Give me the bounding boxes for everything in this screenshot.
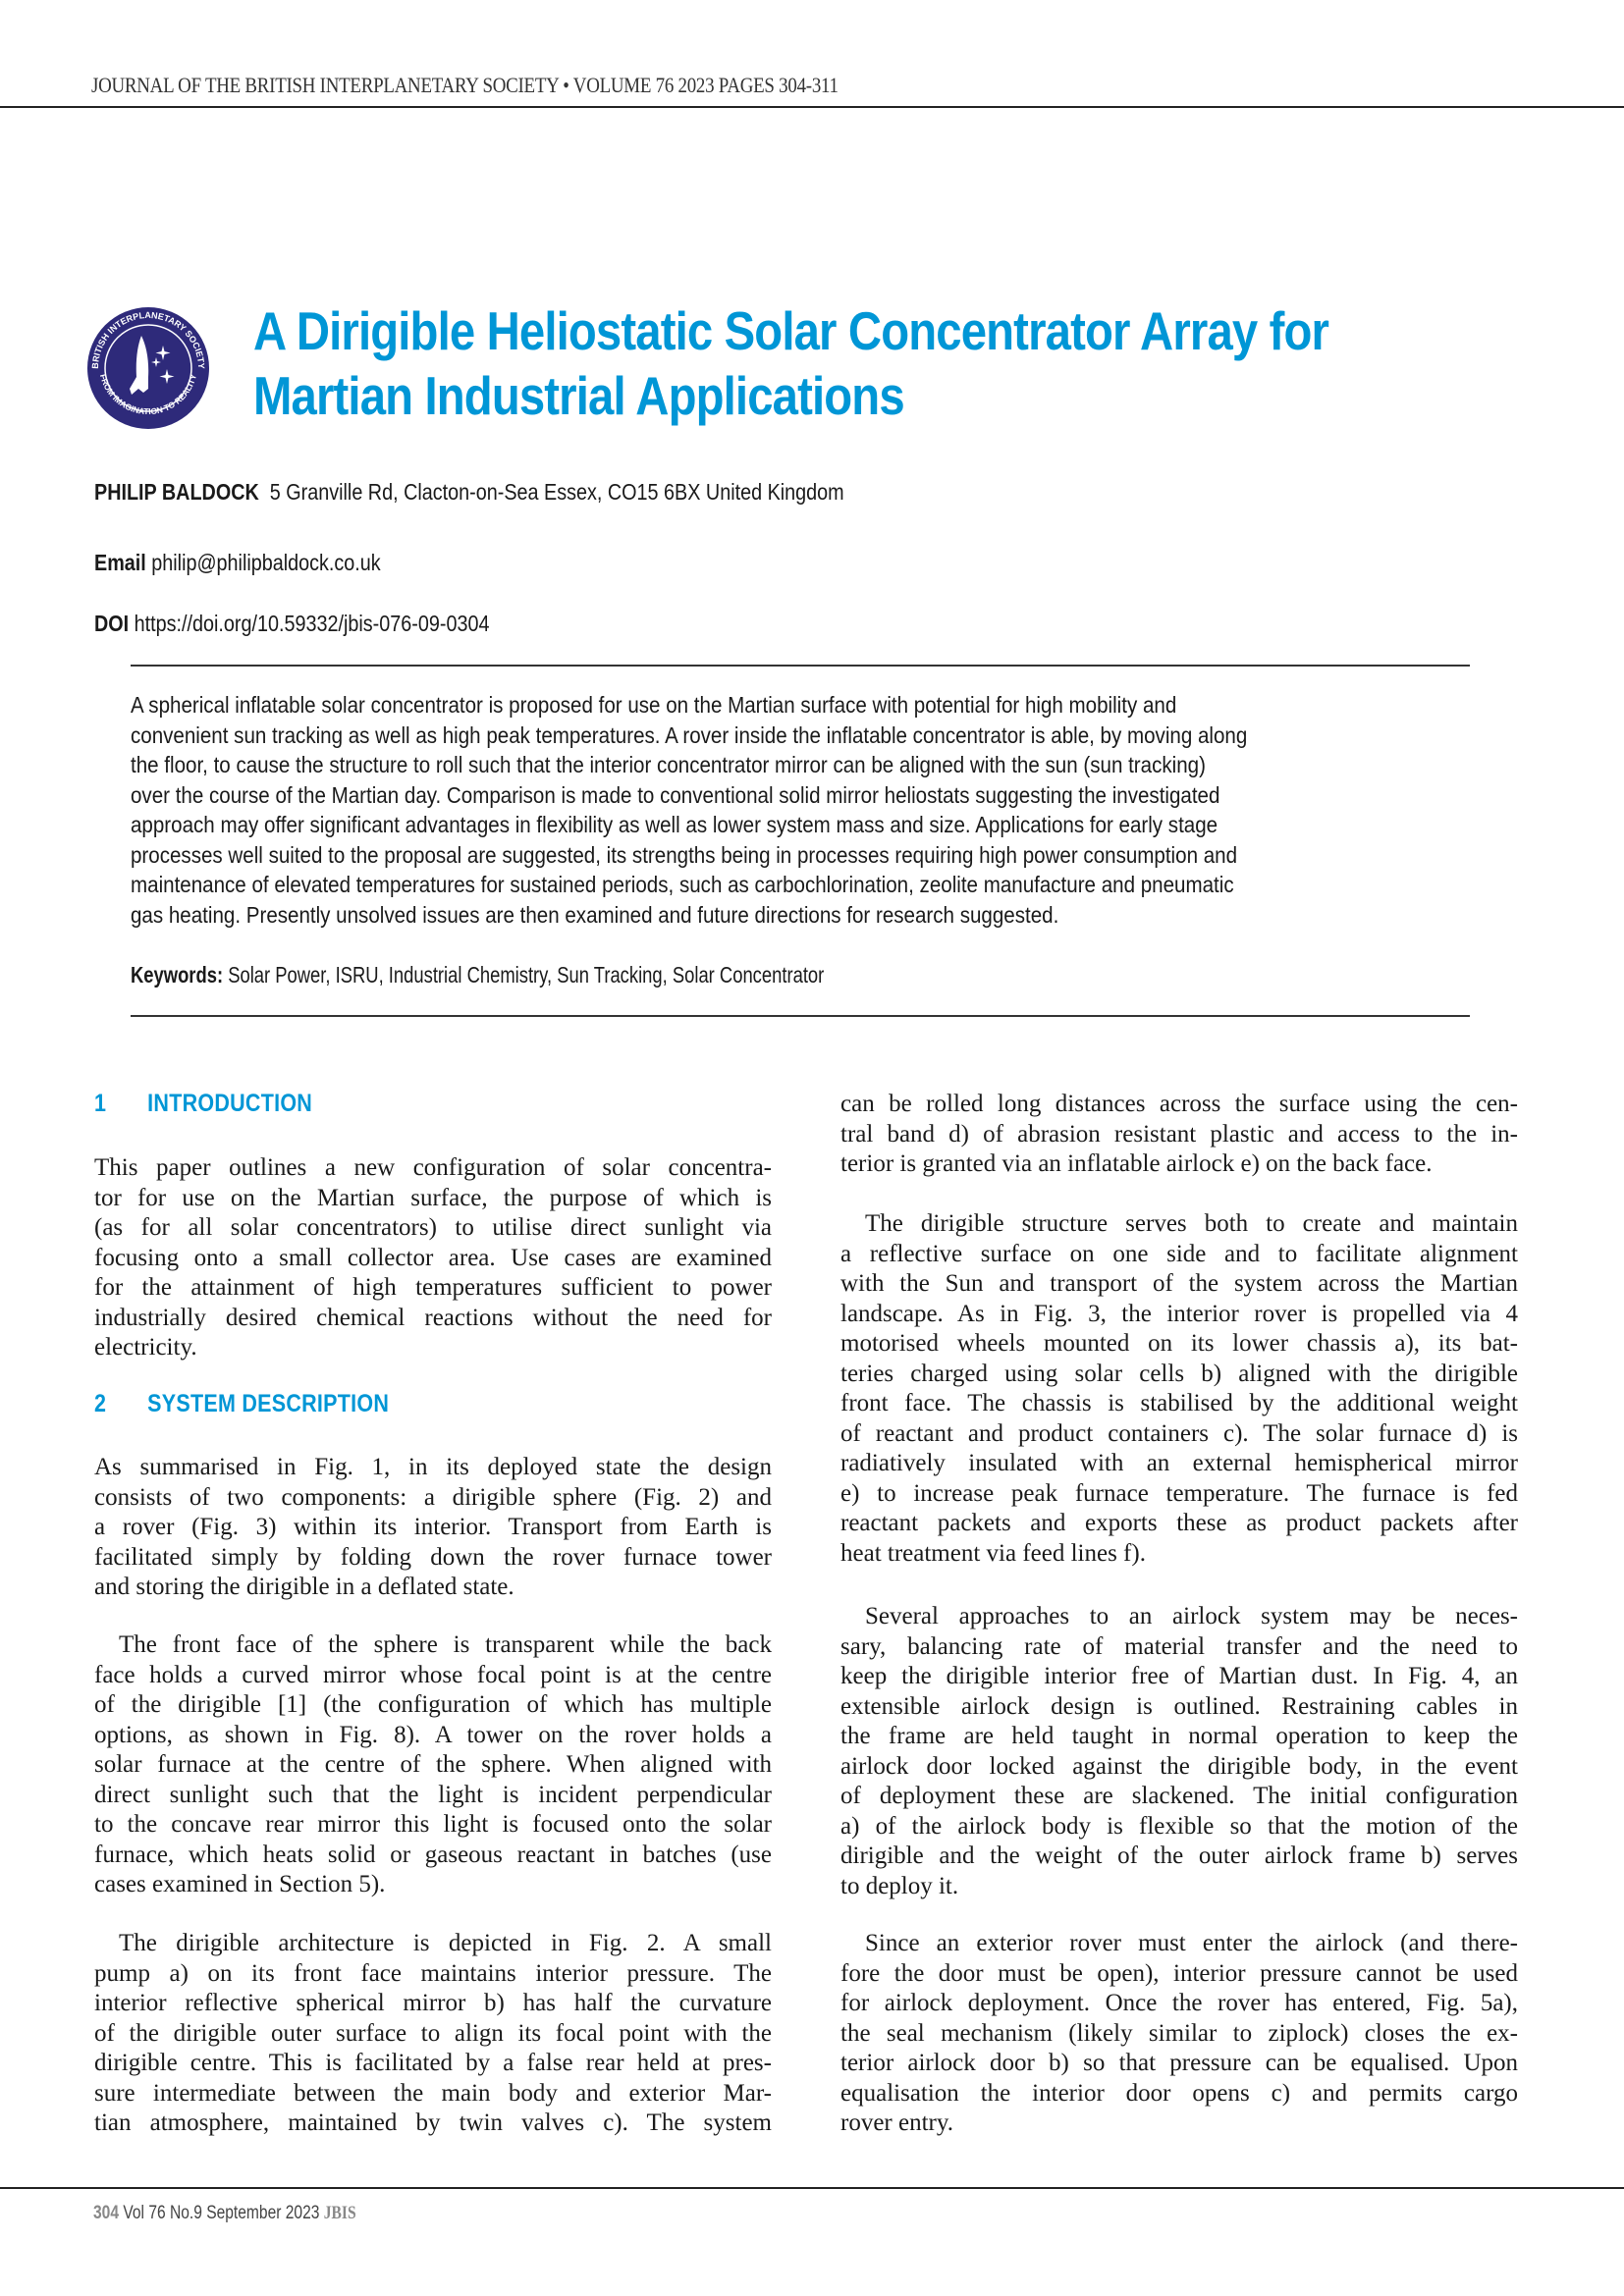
abstract xyxy=(131,690,1471,930)
email-line xyxy=(94,550,381,576)
text-line: interior reflective spherical mirror b) has half the curvature xyxy=(94,1990,772,2016)
text-line: fore the door must be open), interior pressure cannot be used xyxy=(840,1959,1518,1987)
abstract-line: processes well suited to the proposal are suggested, its strengths being in processes requiring high power consumption and xyxy=(131,841,1238,868)
text-line: The front face of the sphere is transparent while the back xyxy=(94,1631,772,1658)
abstract-rule-top xyxy=(131,665,1470,667)
text-line: terior is granted via an inflatable airlock e) on the back face. xyxy=(840,1150,1433,1177)
text-line: The dirigible structure serves both to create and maintain xyxy=(840,1210,1518,1237)
intro-paragraph-1 xyxy=(94,1153,772,1363)
author-name: PHILIP BALDOCK xyxy=(94,479,259,505)
footer-rule xyxy=(0,2187,1624,2189)
header-rule xyxy=(0,106,1624,108)
abstract-line: gas heating. Presently unsolved issues are then examined and future directions for research suggested. xyxy=(131,901,1059,928)
text-line: radiatively insulated with an external hemispherical mirror xyxy=(840,1450,1518,1476)
text-line: for the attainment of high temperatures sufficient to power xyxy=(94,1274,772,1301)
journal-abbrev: JBIS xyxy=(323,2203,356,2223)
text-line: a rover (Fig. 3) within its interior. Transport from Earth is xyxy=(94,1514,772,1540)
text-line: As summarised in Fig. 1, in its deployed state the design xyxy=(94,1454,772,1480)
title-line-1: A Dirigible Heliostatic Solar Concentrator Array for xyxy=(253,300,1329,361)
text-line: pump a) on its front face maintains interior pressure. The xyxy=(94,1959,772,1987)
text-line: tor for use on the Martian surface, the purpose of which is xyxy=(94,1184,772,1211)
abstract-line: maintenance of elevated temperatures for sustained periods, such as carbochlorination, zeolite manufacture and pneumatic xyxy=(131,872,1234,897)
bis-logo-icon xyxy=(86,306,210,430)
text-line: facilitated simply by folding down the rover furnace tower xyxy=(94,1543,772,1571)
text-line: (as for all solar concentrators) to utilise direct sunlight via xyxy=(94,1214,772,1241)
doi-line xyxy=(94,611,489,637)
text-line: to deploy it. xyxy=(840,1872,959,1899)
section-number: 2 xyxy=(94,1390,107,1417)
page-number: 304 xyxy=(93,2203,119,2223)
text-line: e) to increase peak furnace temperature. The furnace is fed xyxy=(840,1479,1518,1507)
keywords xyxy=(131,962,824,988)
section-title: INTRODUCTION xyxy=(147,1090,313,1117)
right-paragraph-3 xyxy=(840,1602,1518,1901)
author-line xyxy=(94,479,844,506)
text-line: sure intermediate between the main body and exterior Mar- xyxy=(94,2079,772,2107)
text-line: consists of two components: a dirigible sphere (Fig. 2) and xyxy=(94,1483,772,1511)
text-line: dirigible and the weight of the outer airlock frame b) serves xyxy=(840,1842,1518,1869)
abstract-line: over the course of the Martian day. Comparison is made to conventional solid mirror heliostats suggesting the investigated xyxy=(131,781,1220,808)
system-paragraph-3 xyxy=(94,1929,772,2139)
text-line: reactant packets and exports these as product packets after xyxy=(840,1510,1518,1536)
logo-bottom-text: FROM IMAGINATION TO REALITY xyxy=(97,372,199,417)
text-line: the seal mechanism (likely similar to ziplock) closes the ex- xyxy=(840,2019,1518,2047)
running-head: JOURNAL OF THE BRITISH INTERPLANETARY SOCIETY • VOLUME 76 2023 PAGES 304-311 xyxy=(91,73,839,97)
abstract-line: approach may offer significant advantages in flexibility as well as lower system mass and size. Applications for early stage xyxy=(131,812,1218,837)
text-line: of reactant and product containers c). The solar furnace d) is xyxy=(840,1419,1518,1447)
text-line: the frame are held taught in normal operation to keep the xyxy=(840,1723,1518,1749)
text-line: extensible airlock design is outlined. Restraining cables in xyxy=(840,1692,1518,1720)
text-line: dirigible centre. This is facilitated by a false rear held at pres- xyxy=(94,2050,772,2076)
text-line: terior airlock door b) so that pressure can be equalised. Upon xyxy=(840,2050,1518,2076)
right-paragraph-1 xyxy=(840,1090,1518,1180)
text-line: motorised wheels mounted on its lower chassis a), its bat- xyxy=(840,1330,1518,1357)
abstract-rule-bottom xyxy=(131,1015,1470,1017)
email-label: Email xyxy=(94,550,146,575)
text-line: landscape. As in Fig. 3, the interior rover is propelled via 4 xyxy=(840,1300,1518,1327)
system-paragraph-1 xyxy=(94,1453,772,1603)
text-line: furnace, which heats solid or gaseous reactant in batches (use xyxy=(94,1841,772,1868)
section-number: 1 xyxy=(94,1090,107,1117)
text-line: to the concave rear mirror this light is focused onto the solar xyxy=(94,1811,772,1838)
paper-title xyxy=(253,298,1368,428)
logo-top-text: BRITISH INTERPLANETARY SOCIETY xyxy=(89,309,207,369)
text-line: cases examined in Section 5). xyxy=(94,1871,386,1897)
text-line: and storing the dirigible in a deflated state. xyxy=(94,1574,514,1600)
abstract-line: convenient sun tracking as well as high peak temperatures. A rover inside the inflatable concentrator is able, by moving along xyxy=(131,721,1248,748)
text-line: This paper outlines a new configuration of solar concentra- xyxy=(94,1154,772,1181)
text-line: solar furnace at the centre of the sphere. When aligned with xyxy=(94,1751,772,1778)
text-line: a) of the airlock body is flexible so that the motion of the xyxy=(840,1812,1518,1840)
doi-link[interactable]: https://doi.org/10.59332/jbis-076-09-0304 xyxy=(134,611,490,636)
text-line: airlock door locked against the dirigible body, in the event xyxy=(840,1752,1518,1780)
title-line-2: Martian Industrial Applications xyxy=(253,365,904,426)
right-paragraph-2 xyxy=(840,1209,1518,1569)
text-line: rover entry. xyxy=(840,2109,953,2136)
text-line: direct sunlight such that the light is incident perpendicular xyxy=(94,1781,772,1808)
abstract-line: the floor, to cause the structure to roll such that the interior concentrator mirror can be aligned with the sun (sun tracking) xyxy=(131,752,1206,777)
keywords-value: Solar Power, ISRU, Industrial Chemistry, Sun Tracking, Solar Concentrator xyxy=(228,962,825,988)
text-line: heat treatment via feed lines f). xyxy=(840,1539,1146,1567)
page-footer xyxy=(93,2203,356,2224)
text-line: face holds a curved mirror whose focal point is at the centre xyxy=(94,1661,772,1688)
text-line: for airlock deployment. Once the rover has entered, Fig. 5a), xyxy=(840,1990,1518,2016)
author-address: 5 Granville Rd, Clacton-on-Sea Essex, CO15 6BX United Kingdom xyxy=(269,479,844,505)
text-line: Several approaches to an airlock system may be neces- xyxy=(840,1603,1518,1629)
text-line: electricity. xyxy=(94,1334,197,1361)
text-line: Since an exterior rover must enter the airlock (and there- xyxy=(840,1930,1518,1956)
text-line: options, as shown in Fig. 8). A tower on the rover holds a xyxy=(94,1721,772,1748)
system-paragraph-2 xyxy=(94,1630,772,1900)
right-paragraph-4 xyxy=(840,1929,1518,2139)
email-link[interactable]: philip@philipbaldock.co.uk xyxy=(151,550,381,575)
text-line: equalisation the interior door opens c) and permits cargo xyxy=(840,2079,1518,2107)
text-line: can be rolled long distances across the surface using the cen- xyxy=(840,1091,1518,1117)
keywords-label: Keywords: xyxy=(131,962,224,988)
text-line: sary, balancing rate of material transfer and the need to xyxy=(840,1632,1518,1660)
text-line: of the dirigible [1] (the configuration of which has multiple xyxy=(94,1691,772,1718)
text-line: of the dirigible outer surface to align its focal point with the xyxy=(94,2019,772,2047)
section-heading-system-description xyxy=(94,1390,389,1418)
text-line: focusing onto a small collector area. Use cases are examined xyxy=(94,1244,772,1271)
text-line: keep the dirigible interior free of Martian dust. In Fig. 4, an xyxy=(840,1663,1518,1689)
doi-label: DOI xyxy=(94,611,130,636)
section-heading-introduction xyxy=(94,1090,312,1118)
section-title: SYSTEM DESCRIPTION xyxy=(147,1390,390,1417)
text-line: tian atmosphere, maintained by twin valves c). The system xyxy=(94,2109,772,2136)
text-line: a reflective surface on one side and to facilitate alignment xyxy=(840,1240,1518,1267)
issue-info: Vol 76 No.9 September 2023 xyxy=(123,2203,320,2223)
abstract-line: A spherical inflatable solar concentrator is proposed for use on the Martian surface with potential for high mobility and xyxy=(131,692,1177,718)
text-line: tral band d) of abrasion resistant plastic and access to the in- xyxy=(840,1120,1518,1148)
text-line: front face. The chassis is stabilised by the additional weight xyxy=(840,1390,1518,1416)
text-line: The dirigible architecture is depicted in Fig. 2. A small xyxy=(94,1930,772,1956)
text-line: teries charged using solar cells b) aligned with the dirigible xyxy=(840,1360,1518,1387)
text-line: with the Sun and transport of the system across the Martian xyxy=(840,1270,1518,1297)
text-line: industrially desired chemical reactions without the need for xyxy=(94,1304,772,1331)
text-line: of deployment these are slackened. The initial configuration xyxy=(840,1783,1518,1809)
